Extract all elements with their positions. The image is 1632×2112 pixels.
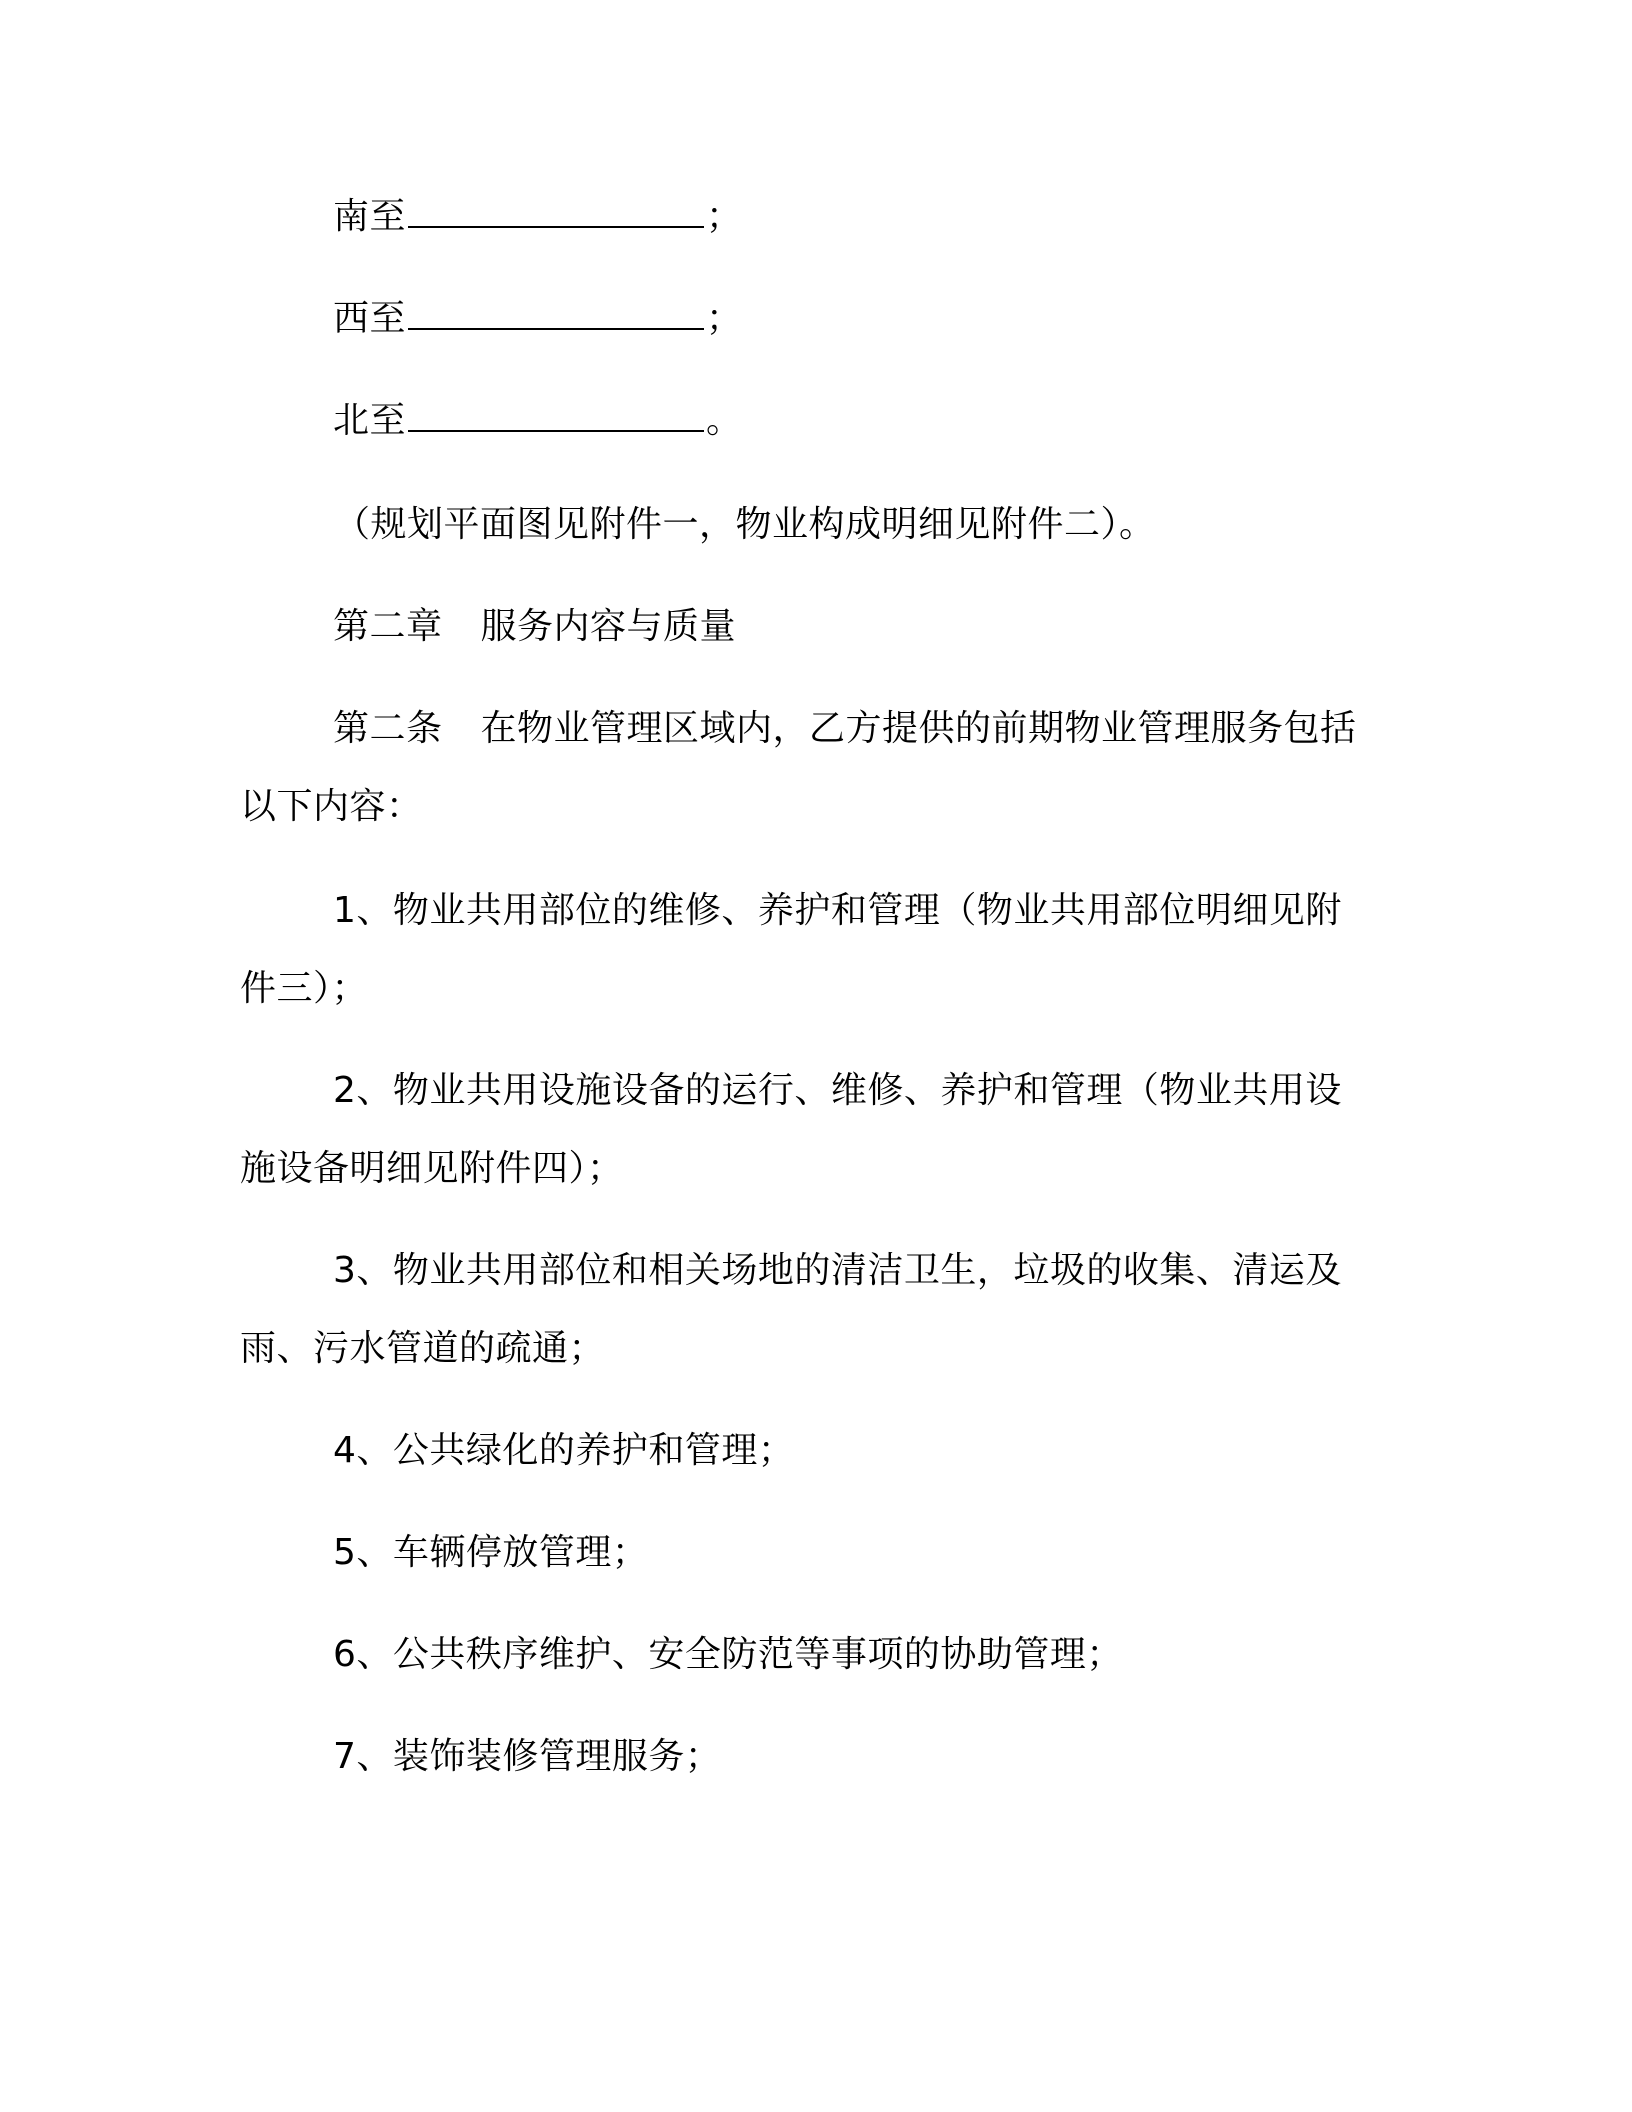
list-item: 1、物业共用部位的维修、养护和管理（物业共用部位明细见附 [333,890,1342,931]
chapter-heading [333,604,736,650]
north-blank [408,396,704,432]
article-line-1 [333,706,1357,752]
boundary-west [333,294,743,342]
chapter-number: 第二章 [333,606,443,647]
list-item: 7、装饰装修管理服务； [333,1736,722,1777]
article-text: 在物业管理区域内，乙方提供的前期物业管理服务包括 [480,708,1357,749]
south-end: ； [706,196,743,237]
north-end: 。 [706,400,743,441]
west-label: 西至 [333,298,407,339]
list-item: 2、物业共用设施设备的运行、维修、养护和管理（物业共用设 [333,1070,1342,1111]
list-item: 3、物业共用部位和相关场地的清洁卫生，垃圾的收集、清运及 [333,1250,1342,1291]
list-item: 4、公共绿化的养护和管理； [333,1430,795,1471]
list-item-continuation: 施设备明细见附件四）； [240,1148,624,1189]
west-blank [408,294,704,330]
south-blank [408,192,704,228]
boundary-south [333,192,743,240]
chapter-title: 服务内容与质量 [480,606,737,647]
west-end: ； [706,298,743,339]
list-item: 5、车辆停放管理； [333,1532,649,1573]
article-line-2: 以下内容： [240,786,423,827]
list-item-continuation: 件三）； [240,968,369,1009]
boundary-north [333,396,743,444]
article-number: 第二条 [333,708,443,749]
list-item: 6、公共秩序维护、安全防范等事项的协助管理； [333,1634,1123,1675]
south-label: 南至 [333,196,407,237]
list-item-continuation: 雨、污水管道的疏通； [240,1328,606,1369]
north-label: 北至 [333,400,407,441]
attachment-note: （规划平面图见附件一，物业构成明细见附件二）。 [334,504,1156,545]
